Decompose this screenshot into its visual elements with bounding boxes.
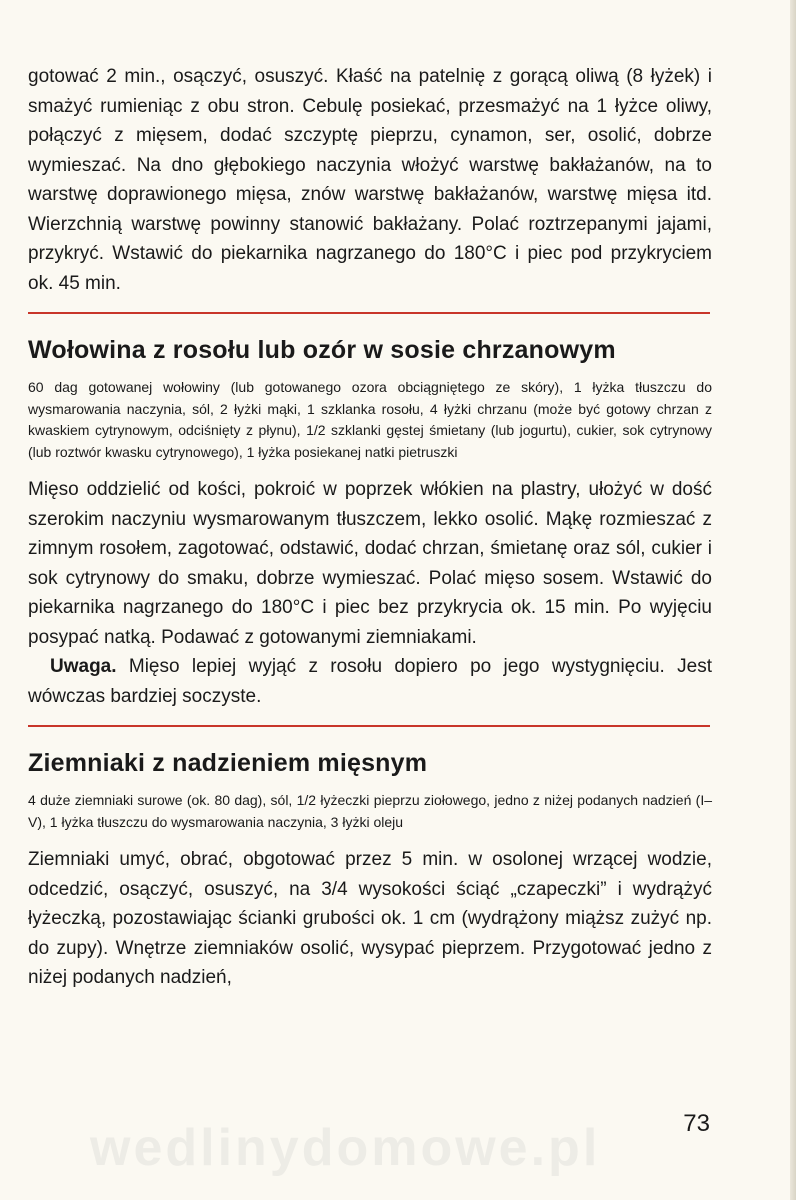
recipe-title: Ziemniaki z nadzieniem mięsnym	[28, 749, 428, 777]
method-paragraph: Mięso oddzielić od kości, pokroić w poprzek włókien na plastry, ułożyć w dość szerokim naczyniu wysmarowanym tłuszczem, lekko osolić. Mąkę rozmieszać z zimnym rosołem, zagotować, odstawić, dodać chrzan, śmietanę oraz sól, cukier i sok cytrynowy do smaku, dobrze wymieszać. Polać mięso sosem. Wstawić do piekarnika nagrzanego do 180°C i piec bez przykrycia ok. 15 min. Po wyjęciu posypać natką. Podawać z gotowanymi ziemniakami.	[28, 479, 712, 648]
method-paragraph: Ziemniaki umyć, obrać, obgotować przez 5 min. w osolonej wrzącej wodzie, odcedzić, osączyć, osuszyć, na 3/4 wysokości ściąć „czapeczki” i wydrążyć łyżeczką, pozostawiając ścianki grubości ok. 1 cm (wydrążony miąższ zużyć np. do zupy). Wnętrze ziemniaków osolić, wysypać pieprzem. Przygotować jedno z niżej podanych nadzień,	[28, 849, 712, 988]
ingredients-list: 60 dag gotowanej wołowiny (lub gotowanego ozora obciągniętego ze skóry), 1 łyżka tłuszczu do wysmarowania naczynia, sól, 2 łyżki mąki, 1 szklanka rosołu, 4 łyżki chrzanu (może być gotowy chrzan z kwaskiem cytrynowym, odciśnięty z płynu), 1/2 szklanki gęstej śmietany (lub jogurtu), cukier, sok cytrynowy (lub roztwór kwasku cytrynowego), 1 łyżka posiekanej natki pietruszki	[28, 379, 712, 460]
section-divider	[28, 312, 710, 314]
recipe-beef-horseradish	[28, 334, 712, 711]
book-page	[28, 62, 712, 993]
page-binding-edge	[790, 0, 796, 1200]
recipe-title: Wołowina z rosołu lub ozór w sosie chrzanowym	[28, 336, 616, 364]
note-text: Mięso lepiej wyjąć z rosołu dopiero po jego wystygnięciu. Jest wówczas bardziej soczyste.	[28, 656, 712, 707]
page-number: 73	[683, 1110, 710, 1137]
ingredients-list: 4 duże ziemniaki surowe (ok. 80 dag), sól, 1/2 łyżeczki pieprzu ziołowego, jedno z niżej podanych nadzień (I–V), 1 łyżka tłuszczu do wysmarowania naczynia, 3 łyżki oleju	[28, 792, 712, 830]
watermark: wedlinydomowe.pl	[90, 1119, 601, 1177]
section-divider	[28, 725, 710, 727]
note-label: Uwaga.	[50, 656, 117, 677]
note-paragraph	[28, 652, 712, 711]
recipe-stuffed-potatoes	[28, 747, 712, 993]
intro-paragraph: gotować 2 min., osączyć, osuszyć. Kłaść na patelnię z gorącą oliwą (8 łyżek) i smażyć rumieniąc z obu stron. Cebulę posiekać, przesmażyć na 1 łyżce oliwy, połączyć z mięsem, dodać szczyptę pieprzu, cynamon, ser, osolić, dobrze wymieszać. Na dno głębokiego naczynia włożyć warstwę bakłażanów, na to warstwę doprawionego mięsa, znów warstwę bakłażanów, warstwę mięsa itd. Wierzchnią warstwę powinny stanowić bakłażany. Polać roztrzepanymi jajami, przykryć. Wstawić do piekarnika nagrzanego do 180°C i piec pod przykryciem ok. 45 min.	[28, 66, 712, 294]
